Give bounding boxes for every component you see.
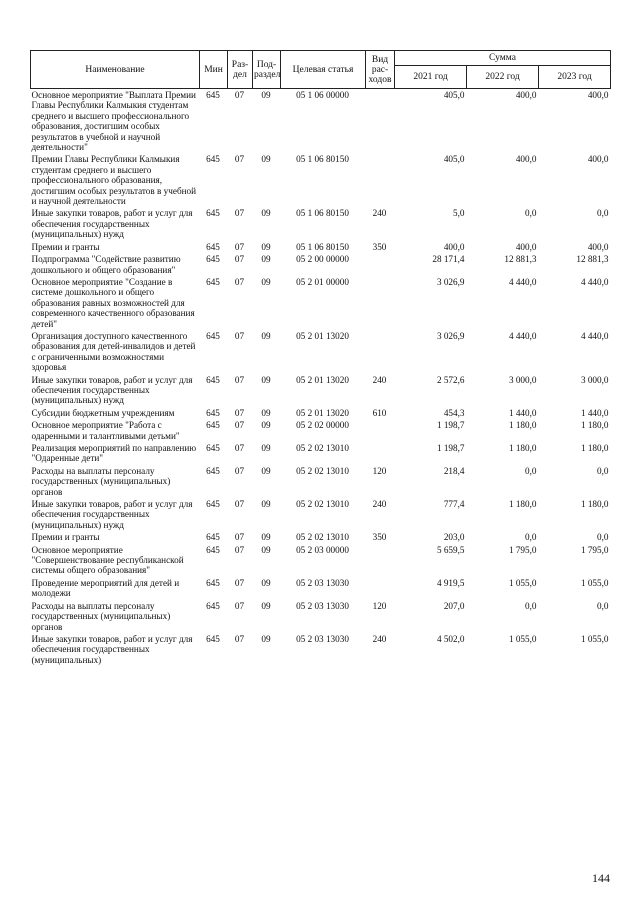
row-min: 645 [206, 544, 220, 555]
row-sum-2022: 1 180,0 [508, 420, 537, 431]
row-razdel: 07 [234, 633, 245, 644]
table-row [31, 465, 611, 498]
row-vid-rashodov: 350 [372, 532, 387, 543]
table-row [31, 241, 611, 253]
table-row [31, 531, 611, 543]
row-podrazdel: 09 [261, 465, 271, 476]
row-vid-rashodov [366, 419, 395, 442]
row-celevaya-statya: 05 2 02 13010 [296, 532, 349, 543]
row-name: Проведение мероприятий для детей и молодежи [31, 577, 180, 599]
row-podrazdel: 09 [261, 241, 271, 252]
row-name: Премии и гранты [31, 532, 100, 543]
table-row [31, 419, 611, 442]
table-row [31, 374, 611, 407]
row-min: 645 [206, 276, 220, 287]
row-vid-rashodov [366, 442, 395, 465]
row-celevaya-statya: 05 2 00 00000 [296, 254, 349, 265]
row-podrazdel: 09 [261, 600, 271, 611]
row-podrazdel: 09 [261, 208, 271, 219]
row-min: 645 [206, 208, 220, 219]
row-razdel: 07 [234, 443, 245, 453]
row-razdel: 07 [234, 254, 245, 265]
row-sum-2022: 1 055,0 [508, 577, 537, 588]
row-razdel: 07 [234, 374, 245, 385]
row-celevaya-statya: 05 2 01 00000 [296, 276, 349, 287]
row-sum-2023: 400,0 [587, 154, 609, 165]
header-celevaya-statya: Целевая статья [281, 51, 366, 89]
row-name: Иные закупки товаров, работ и услуг для обеспечения государственных (муниципальных) нужд [31, 374, 193, 406]
row-sum-2021: 405,0 [443, 154, 465, 165]
row-sum-2023: 0,0 [597, 600, 609, 611]
row-celevaya-statya: 05 2 01 13020 [296, 407, 349, 418]
row-sum-2021: 28 171,4 [432, 254, 465, 265]
row-sum-2023: 1 055,0 [580, 633, 609, 644]
row-sum-2022: 1 180,0 [508, 443, 537, 453]
row-vid-rashodov [366, 577, 395, 600]
row-vid-rashodov: 350 [372, 241, 387, 252]
row-celevaya-statya: 05 2 02 13010 [296, 443, 349, 453]
row-vid-rashodov [366, 89, 395, 154]
row-sum-2023: 0,0 [597, 208, 609, 219]
row-min: 645 [206, 254, 220, 265]
header-year-2023: 2023 год [539, 66, 611, 89]
row-name: Расходы на выплаты персоналу государственных (муниципальных) органов [31, 465, 171, 497]
row-sum-2023: 3 000,0 [580, 374, 609, 385]
row-sum-2023: 4 440,0 [580, 276, 609, 287]
row-name: Премии Главы Республики Калмыкия студентам среднего и высшего профессионального образования, достигшим особых результатов в учебной и научной деятельности [31, 154, 197, 207]
row-sum-2023: 400,0 [587, 241, 609, 252]
row-sum-2021: 5 659,5 [436, 544, 465, 555]
row-min: 645 [206, 154, 220, 165]
row-sum-2023: 1 440,0 [580, 407, 609, 418]
row-min: 645 [206, 577, 220, 588]
row-celevaya-statya: 05 2 03 13030 [296, 633, 349, 644]
row-razdel: 07 [234, 532, 245, 543]
row-razdel: 07 [234, 90, 245, 100]
row-sum-2022: 12 881,3 [504, 254, 537, 265]
row-vid-rashodov [366, 330, 395, 374]
row-sum-2021: 454,3 [443, 407, 465, 418]
row-sum-2023: 0,0 [597, 532, 609, 543]
row-sum-2021: 1 198,7 [436, 420, 465, 431]
row-min: 645 [206, 499, 220, 510]
row-sum-2022: 1 180,0 [508, 499, 537, 510]
row-min: 645 [206, 532, 220, 543]
row-podrazdel: 09 [261, 374, 271, 385]
row-celevaya-statya: 05 1 06 80150 [296, 208, 349, 219]
row-vid-rashodov: 610 [372, 407, 387, 418]
row-name: Расходы на выплаты персоналу государственных (муниципальных) органов [31, 600, 171, 632]
row-podrazdel: 09 [261, 633, 271, 644]
row-sum-2021: 1 198,7 [436, 443, 465, 453]
table-header [31, 51, 611, 89]
table-row [31, 600, 611, 633]
row-podrazdel: 09 [261, 330, 271, 341]
row-sum-2021: 4 919,5 [436, 577, 465, 588]
page-number: 144 [592, 871, 610, 885]
row-sum-2023: 1 055,0 [580, 577, 609, 588]
row-razdel: 07 [234, 499, 245, 510]
row-vid-rashodov: 240 [372, 374, 387, 385]
table-row [31, 577, 611, 600]
row-celevaya-statya: 05 1 06 80150 [296, 154, 349, 165]
row-celevaya-statya: 05 1 06 00000 [296, 90, 349, 100]
table-row [31, 544, 611, 577]
row-sum-2023: 4 440,0 [580, 330, 609, 341]
row-vid-rashodov [366, 253, 395, 276]
row-sum-2022: 400,0 [515, 241, 537, 252]
row-celevaya-statya: 05 2 02 13010 [296, 465, 349, 476]
row-sum-2021: 218,4 [443, 465, 465, 476]
row-podrazdel: 09 [261, 254, 271, 265]
row-name: Основное мероприятие "Совершенствование республиканской системы общего образования" [31, 544, 184, 576]
row-razdel: 07 [234, 407, 245, 418]
row-vid-rashodov: 240 [372, 208, 387, 219]
row-sum-2021: 207,0 [443, 600, 465, 611]
row-razdel: 07 [234, 330, 245, 341]
row-podrazdel: 09 [261, 499, 271, 510]
row-celevaya-statya: 05 2 02 00000 [296, 420, 349, 431]
row-name: Основное мероприятие "Работа с одаренными и талантливыми детьми" [31, 420, 180, 441]
header-vid-rashodov: Вид рас-ходов [366, 51, 395, 89]
row-vid-rashodov [366, 276, 395, 330]
row-podrazdel: 09 [261, 154, 271, 165]
table-row [31, 153, 611, 207]
row-sum-2021: 400,0 [443, 241, 465, 252]
row-podrazdel: 09 [261, 443, 271, 453]
row-razdel: 07 [234, 577, 245, 588]
row-name: Реализация мероприятий по направлению "Одаренные дети" [31, 443, 197, 464]
budget-table [30, 50, 611, 666]
header-year-2021: 2021 год [395, 66, 467, 89]
table-row [31, 253, 611, 276]
row-podrazdel: 09 [261, 544, 271, 555]
header-podrazdel: Под-раздел [253, 51, 281, 89]
row-vid-rashodov: 240 [372, 499, 387, 510]
row-name: Организация доступного качественного образования для детей-инвалидов и детей с ограниченными возможностями здоровья [31, 330, 196, 373]
row-min: 645 [206, 443, 220, 453]
row-sum-2022: 0,0 [525, 208, 537, 219]
row-min: 645 [206, 330, 220, 341]
row-vid-rashodov [366, 544, 395, 577]
table-row [31, 442, 611, 465]
header-min: Мин [200, 51, 228, 89]
row-podrazdel: 09 [261, 276, 271, 287]
row-sum-2022: 0,0 [525, 532, 537, 543]
row-razdel: 07 [234, 208, 245, 219]
row-celevaya-statya: 05 2 03 13030 [296, 577, 349, 588]
row-name: Подпрограмма "Содействие развитию дошкольного и общего образования" [31, 254, 181, 275]
row-min: 645 [206, 90, 220, 100]
row-sum-2021: 777,4 [443, 499, 465, 510]
table-row [31, 89, 611, 154]
row-celevaya-statya: 05 2 01 13020 [296, 374, 349, 385]
row-name: Премии и гранты [31, 241, 100, 252]
row-celevaya-statya: 05 2 02 13010 [296, 499, 349, 510]
row-name: Иные закупки товаров, работ и услуг для обеспечения государственных (муниципальных) нужд [31, 499, 193, 530]
row-sum-2021: 405,0 [443, 90, 465, 100]
row-podrazdel: 09 [261, 407, 271, 418]
row-podrazdel: 09 [261, 420, 271, 431]
row-sum-2021: 3 026,9 [436, 276, 465, 287]
row-sum-2022: 0,0 [525, 600, 537, 611]
row-name: Субсидии бюджетным учреждениям [31, 407, 175, 418]
row-sum-2022: 0,0 [525, 465, 537, 476]
row-celevaya-statya: 05 1 06 80150 [296, 241, 349, 252]
row-sum-2022: 400,0 [515, 154, 537, 165]
table-row [31, 207, 611, 240]
row-vid-rashodov: 240 [372, 633, 387, 644]
row-name: Иные закупки товаров, работ и услуг для обеспечения государственных (муниципальных) нужд [31, 208, 193, 240]
row-sum-2022: 4 440,0 [508, 276, 537, 287]
table-row [31, 498, 611, 531]
row-sum-2021: 203,0 [443, 532, 465, 543]
row-podrazdel: 09 [261, 577, 271, 588]
row-min: 645 [206, 633, 220, 644]
row-sum-2021: 3 026,9 [436, 330, 465, 341]
row-name: Иные закупки товаров, работ и услуг для обеспечения государственных (муниципальных) [31, 633, 193, 665]
row-min: 645 [206, 600, 220, 611]
row-sum-2023: 12 881,3 [576, 254, 609, 265]
header-razdel: Раз-дел [228, 51, 253, 89]
row-sum-2023: 1 180,0 [580, 420, 609, 431]
row-name: Основное мероприятие "Создание в системе дошкольного и общего образования равных возможностей для современного качественного образования детей" [31, 276, 195, 329]
row-razdel: 07 [234, 420, 245, 431]
row-vid-rashodov: 120 [372, 600, 387, 611]
header-summa: Сумма [395, 51, 611, 66]
row-celevaya-statya: 05 2 03 13030 [296, 600, 349, 611]
row-razdel: 07 [234, 154, 245, 165]
row-sum-2023: 0,0 [597, 465, 609, 476]
row-vid-rashodov [366, 153, 395, 207]
table-row [31, 276, 611, 330]
row-sum-2021: 5,0 [453, 208, 465, 219]
row-sum-2021: 4 502,0 [436, 633, 465, 644]
header-year-2022: 2022 год [467, 66, 539, 89]
row-sum-2023: 1 795,0 [580, 544, 609, 555]
row-sum-2022: 1 795,0 [508, 544, 537, 555]
table-row [31, 633, 611, 666]
row-celevaya-statya: 05 2 01 13020 [296, 330, 349, 341]
row-min: 645 [206, 420, 220, 431]
row-sum-2023: 1 180,0 [580, 443, 609, 453]
row-sum-2021: 2 572,6 [436, 374, 465, 385]
row-vid-rashodov: 120 [372, 465, 387, 476]
table-row [31, 330, 611, 374]
row-razdel: 07 [234, 276, 245, 287]
row-podrazdel: 09 [261, 90, 271, 100]
row-sum-2022: 3 000,0 [508, 374, 537, 385]
row-sum-2023: 1 180,0 [580, 499, 609, 510]
header-name: Наименование [31, 51, 200, 89]
row-min: 645 [206, 241, 220, 252]
table-body [31, 89, 611, 667]
table-row [31, 407, 611, 419]
row-sum-2022: 1 055,0 [508, 633, 537, 644]
row-sum-2023: 400,0 [587, 90, 609, 100]
row-razdel: 07 [234, 600, 245, 611]
row-sum-2022: 1 440,0 [508, 407, 537, 418]
row-min: 645 [206, 374, 220, 385]
row-razdel: 07 [234, 241, 245, 252]
row-razdel: 07 [234, 465, 245, 476]
row-podrazdel: 09 [261, 532, 271, 543]
row-sum-2022: 400,0 [515, 90, 537, 100]
row-min: 645 [206, 465, 220, 476]
row-razdel: 07 [234, 544, 245, 555]
row-name: Основное мероприятие "Выплата Премии Главы Республики Калмыкия студентам среднего и высшего профессионального образования, достигшим особых результатов в учебной и научной деятельности" [31, 90, 196, 153]
row-sum-2022: 4 440,0 [508, 330, 537, 341]
row-min: 645 [206, 407, 220, 418]
row-celevaya-statya: 05 2 03 00000 [296, 544, 349, 555]
